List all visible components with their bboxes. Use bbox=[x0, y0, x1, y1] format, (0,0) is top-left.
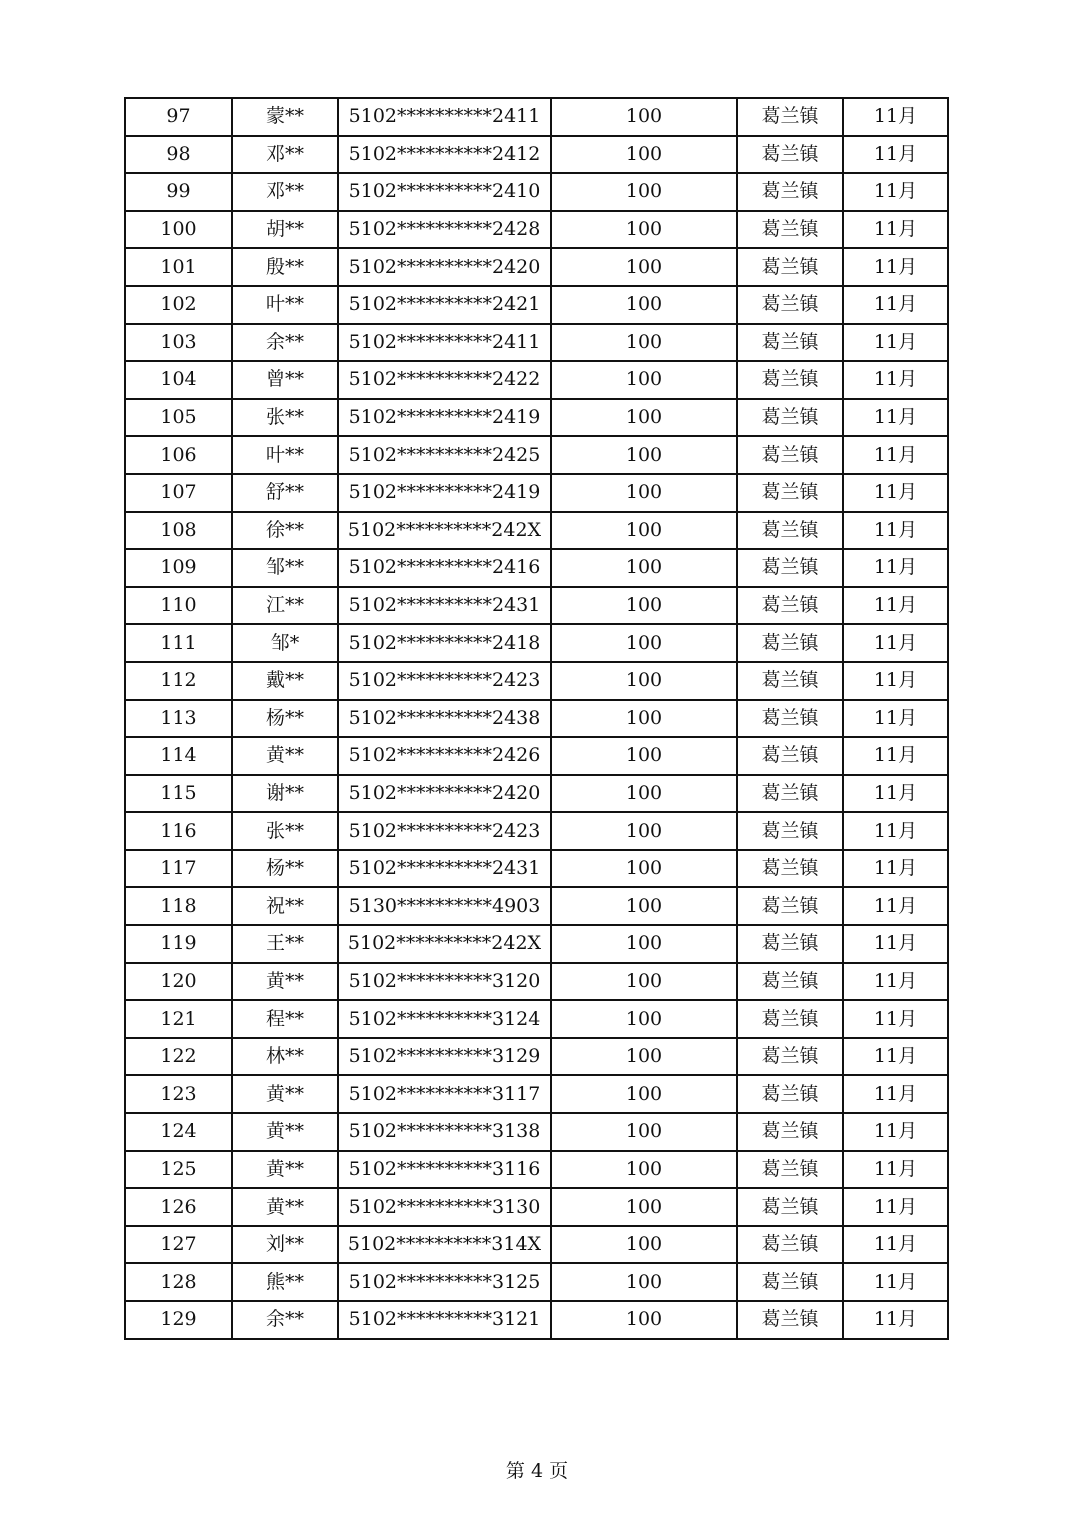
table-row bbox=[125, 1038, 948, 1076]
table-row bbox=[125, 136, 948, 174]
row-index-cell: 102 bbox=[125, 286, 232, 324]
table-row bbox=[125, 887, 948, 925]
id-number-cell: 5102**********2425 bbox=[338, 436, 551, 474]
town-cell: 葛兰镇 bbox=[737, 925, 843, 963]
person-name-cell: 余** bbox=[232, 1301, 338, 1339]
person-name-cell: 黄** bbox=[232, 737, 338, 775]
id-number-cell: 5102**********3125 bbox=[338, 1263, 551, 1301]
table-row bbox=[125, 850, 948, 888]
amount-cell: 100 bbox=[551, 887, 737, 925]
id-number-cell: 5102**********2410 bbox=[338, 173, 551, 211]
amount-cell: 100 bbox=[551, 512, 737, 550]
id-number-cell: 5102**********3121 bbox=[338, 1301, 551, 1339]
amount-cell: 100 bbox=[551, 1075, 737, 1113]
person-name-cell: 熊** bbox=[232, 1263, 338, 1301]
person-name-cell: 叶** bbox=[232, 286, 338, 324]
town-cell: 葛兰镇 bbox=[737, 1301, 843, 1339]
row-index-cell: 122 bbox=[125, 1038, 232, 1076]
page-number: 第 4 页 bbox=[505, 1460, 569, 1482]
person-name-cell: 叶** bbox=[232, 436, 338, 474]
row-index-cell: 113 bbox=[125, 700, 232, 738]
id-number-cell: 5102**********2422 bbox=[338, 361, 551, 399]
person-name-cell: 邹* bbox=[232, 624, 338, 662]
table-row bbox=[125, 286, 948, 324]
month-cell: 11月 bbox=[843, 963, 948, 1001]
person-name-cell: 黄** bbox=[232, 1075, 338, 1113]
amount-cell: 100 bbox=[551, 98, 737, 136]
amount-cell: 100 bbox=[551, 474, 737, 512]
amount-cell: 100 bbox=[551, 587, 737, 625]
month-cell: 11月 bbox=[843, 1113, 948, 1151]
person-name-cell: 张** bbox=[232, 399, 338, 437]
id-number-cell: 5102**********3138 bbox=[338, 1113, 551, 1151]
id-number-cell: 5102**********2420 bbox=[338, 775, 551, 813]
table-row bbox=[125, 587, 948, 625]
town-cell: 葛兰镇 bbox=[737, 1075, 843, 1113]
table-row bbox=[125, 1226, 948, 1264]
amount-cell: 100 bbox=[551, 1301, 737, 1339]
amount-cell: 100 bbox=[551, 1000, 737, 1038]
town-cell: 葛兰镇 bbox=[737, 399, 843, 437]
id-number-cell: 5102**********2431 bbox=[338, 850, 551, 888]
id-number-cell: 5102**********314X bbox=[338, 1226, 551, 1264]
row-index-cell: 118 bbox=[125, 887, 232, 925]
person-name-cell: 邓** bbox=[232, 136, 338, 174]
row-index-cell: 112 bbox=[125, 662, 232, 700]
id-number-cell: 5102**********3117 bbox=[338, 1075, 551, 1113]
row-index-cell: 125 bbox=[125, 1151, 232, 1189]
town-cell: 葛兰镇 bbox=[737, 662, 843, 700]
id-number-cell: 5102**********2423 bbox=[338, 662, 551, 700]
month-cell: 11月 bbox=[843, 775, 948, 813]
month-cell: 11月 bbox=[843, 436, 948, 474]
person-name-cell: 舒** bbox=[232, 474, 338, 512]
amount-cell: 100 bbox=[551, 1188, 737, 1226]
month-cell: 11月 bbox=[843, 1038, 948, 1076]
table-row bbox=[125, 737, 948, 775]
person-name-cell: 黄** bbox=[232, 963, 338, 1001]
id-number-cell: 5102**********3124 bbox=[338, 1000, 551, 1038]
row-index-cell: 124 bbox=[125, 1113, 232, 1151]
town-cell: 葛兰镇 bbox=[737, 587, 843, 625]
id-number-cell: 5102**********3130 bbox=[338, 1188, 551, 1226]
month-cell: 11月 bbox=[843, 587, 948, 625]
id-number-cell: 5102**********2411 bbox=[338, 324, 551, 362]
id-number-cell: 5102**********2423 bbox=[338, 812, 551, 850]
row-index-cell: 111 bbox=[125, 624, 232, 662]
id-number-cell: 5102**********2416 bbox=[338, 549, 551, 587]
town-cell: 葛兰镇 bbox=[737, 211, 843, 249]
person-name-cell: 程** bbox=[232, 1000, 338, 1038]
month-cell: 11月 bbox=[843, 286, 948, 324]
person-name-cell: 张** bbox=[232, 812, 338, 850]
month-cell: 11月 bbox=[843, 1188, 948, 1226]
table-row bbox=[125, 1188, 948, 1226]
row-index-cell: 126 bbox=[125, 1188, 232, 1226]
table-row bbox=[125, 963, 948, 1001]
id-number-cell: 5102**********2428 bbox=[338, 211, 551, 249]
town-cell: 葛兰镇 bbox=[737, 286, 843, 324]
month-cell: 11月 bbox=[843, 1075, 948, 1113]
row-index-cell: 106 bbox=[125, 436, 232, 474]
amount-cell: 100 bbox=[551, 1263, 737, 1301]
amount-cell: 100 bbox=[551, 812, 737, 850]
table-row bbox=[125, 436, 948, 474]
town-cell: 葛兰镇 bbox=[737, 775, 843, 813]
table-row bbox=[125, 662, 948, 700]
row-index-cell: 107 bbox=[125, 474, 232, 512]
row-index-cell: 104 bbox=[125, 361, 232, 399]
person-name-cell: 邹** bbox=[232, 549, 338, 587]
records-table-body bbox=[125, 98, 948, 1339]
month-cell: 11月 bbox=[843, 1301, 948, 1339]
month-cell: 11月 bbox=[843, 850, 948, 888]
table-row bbox=[125, 512, 948, 550]
amount-cell: 100 bbox=[551, 624, 737, 662]
month-cell: 11月 bbox=[843, 474, 948, 512]
table-row bbox=[125, 361, 948, 399]
town-cell: 葛兰镇 bbox=[737, 98, 843, 136]
id-number-cell: 5130**********4903 bbox=[338, 887, 551, 925]
row-index-cell: 103 bbox=[125, 324, 232, 362]
table-row bbox=[125, 474, 948, 512]
person-name-cell: 殷** bbox=[232, 248, 338, 286]
town-cell: 葛兰镇 bbox=[737, 850, 843, 888]
table-row bbox=[125, 925, 948, 963]
person-name-cell: 蒙** bbox=[232, 98, 338, 136]
id-number-cell: 5102**********2421 bbox=[338, 286, 551, 324]
id-number-cell: 5102**********2438 bbox=[338, 700, 551, 738]
person-name-cell: 黄** bbox=[232, 1188, 338, 1226]
id-number-cell: 5102**********2420 bbox=[338, 248, 551, 286]
id-number-cell: 5102**********2431 bbox=[338, 587, 551, 625]
town-cell: 葛兰镇 bbox=[737, 549, 843, 587]
table-row bbox=[125, 1263, 948, 1301]
person-name-cell: 余** bbox=[232, 324, 338, 362]
person-name-cell: 胡** bbox=[232, 211, 338, 249]
table-row bbox=[125, 700, 948, 738]
table-row bbox=[125, 173, 948, 211]
row-index-cell: 99 bbox=[125, 173, 232, 211]
month-cell: 11月 bbox=[843, 248, 948, 286]
town-cell: 葛兰镇 bbox=[737, 1188, 843, 1226]
table-row bbox=[125, 399, 948, 437]
table-row bbox=[125, 775, 948, 813]
month-cell: 11月 bbox=[843, 324, 948, 362]
town-cell: 葛兰镇 bbox=[737, 1151, 843, 1189]
row-index-cell: 114 bbox=[125, 737, 232, 775]
table-row bbox=[125, 1000, 948, 1038]
town-cell: 葛兰镇 bbox=[737, 248, 843, 286]
town-cell: 葛兰镇 bbox=[737, 512, 843, 550]
id-number-cell: 5102**********242X bbox=[338, 925, 551, 963]
id-number-cell: 5102**********3120 bbox=[338, 963, 551, 1001]
id-number-cell: 5102**********2412 bbox=[338, 136, 551, 174]
records-table bbox=[124, 97, 949, 1340]
month-cell: 11月 bbox=[843, 211, 948, 249]
amount-cell: 100 bbox=[551, 549, 737, 587]
id-number-cell: 5102**********2418 bbox=[338, 624, 551, 662]
month-cell: 11月 bbox=[843, 624, 948, 662]
town-cell: 葛兰镇 bbox=[737, 324, 843, 362]
row-index-cell: 108 bbox=[125, 512, 232, 550]
month-cell: 11月 bbox=[843, 737, 948, 775]
table-row bbox=[125, 248, 948, 286]
town-cell: 葛兰镇 bbox=[737, 1263, 843, 1301]
id-number-cell: 5102**********242X bbox=[338, 512, 551, 550]
person-name-cell: 黄** bbox=[232, 1113, 338, 1151]
month-cell: 11月 bbox=[843, 361, 948, 399]
row-index-cell: 97 bbox=[125, 98, 232, 136]
month-cell: 11月 bbox=[843, 549, 948, 587]
amount-cell: 100 bbox=[551, 324, 737, 362]
town-cell: 葛兰镇 bbox=[737, 474, 843, 512]
person-name-cell: 徐** bbox=[232, 512, 338, 550]
table-row bbox=[125, 324, 948, 362]
month-cell: 11月 bbox=[843, 136, 948, 174]
id-number-cell: 5102**********2419 bbox=[338, 399, 551, 437]
id-number-cell: 5102**********3129 bbox=[338, 1038, 551, 1076]
month-cell: 11月 bbox=[843, 98, 948, 136]
person-name-cell: 江** bbox=[232, 587, 338, 625]
amount-cell: 100 bbox=[551, 136, 737, 174]
row-index-cell: 123 bbox=[125, 1075, 232, 1113]
amount-cell: 100 bbox=[551, 925, 737, 963]
row-index-cell: 101 bbox=[125, 248, 232, 286]
row-index-cell: 120 bbox=[125, 963, 232, 1001]
amount-cell: 100 bbox=[551, 248, 737, 286]
town-cell: 葛兰镇 bbox=[737, 1113, 843, 1151]
amount-cell: 100 bbox=[551, 850, 737, 888]
month-cell: 11月 bbox=[843, 1151, 948, 1189]
person-name-cell: 邓** bbox=[232, 173, 338, 211]
row-index-cell: 116 bbox=[125, 812, 232, 850]
town-cell: 葛兰镇 bbox=[737, 361, 843, 399]
amount-cell: 100 bbox=[551, 737, 737, 775]
amount-cell: 100 bbox=[551, 286, 737, 324]
town-cell: 葛兰镇 bbox=[737, 887, 843, 925]
id-number-cell: 5102**********2426 bbox=[338, 737, 551, 775]
row-index-cell: 117 bbox=[125, 850, 232, 888]
town-cell: 葛兰镇 bbox=[737, 1000, 843, 1038]
town-cell: 葛兰镇 bbox=[737, 136, 843, 174]
town-cell: 葛兰镇 bbox=[737, 737, 843, 775]
month-cell: 11月 bbox=[843, 1000, 948, 1038]
month-cell: 11月 bbox=[843, 662, 948, 700]
amount-cell: 100 bbox=[551, 399, 737, 437]
month-cell: 11月 bbox=[843, 399, 948, 437]
town-cell: 葛兰镇 bbox=[737, 624, 843, 662]
amount-cell: 100 bbox=[551, 173, 737, 211]
row-index-cell: 121 bbox=[125, 1000, 232, 1038]
amount-cell: 100 bbox=[551, 662, 737, 700]
amount-cell: 100 bbox=[551, 775, 737, 813]
row-index-cell: 98 bbox=[125, 136, 232, 174]
person-name-cell: 王** bbox=[232, 925, 338, 963]
person-name-cell: 谢** bbox=[232, 775, 338, 813]
month-cell: 11月 bbox=[843, 512, 948, 550]
town-cell: 葛兰镇 bbox=[737, 1226, 843, 1264]
town-cell: 葛兰镇 bbox=[737, 436, 843, 474]
person-name-cell: 戴** bbox=[232, 662, 338, 700]
amount-cell: 100 bbox=[551, 211, 737, 249]
amount-cell: 100 bbox=[551, 361, 737, 399]
amount-cell: 100 bbox=[551, 700, 737, 738]
table-row bbox=[125, 98, 948, 136]
amount-cell: 100 bbox=[551, 1113, 737, 1151]
row-index-cell: 105 bbox=[125, 399, 232, 437]
id-number-cell: 5102**********2419 bbox=[338, 474, 551, 512]
amount-cell: 100 bbox=[551, 436, 737, 474]
town-cell: 葛兰镇 bbox=[737, 700, 843, 738]
id-number-cell: 5102**********2411 bbox=[338, 98, 551, 136]
person-name-cell: 林** bbox=[232, 1038, 338, 1076]
table-row bbox=[125, 624, 948, 662]
month-cell: 11月 bbox=[843, 1226, 948, 1264]
row-index-cell: 109 bbox=[125, 549, 232, 587]
amount-cell: 100 bbox=[551, 963, 737, 1001]
row-index-cell: 110 bbox=[125, 587, 232, 625]
person-name-cell: 祝** bbox=[232, 887, 338, 925]
table-row bbox=[125, 1151, 948, 1189]
row-index-cell: 128 bbox=[125, 1263, 232, 1301]
town-cell: 葛兰镇 bbox=[737, 812, 843, 850]
person-name-cell: 杨** bbox=[232, 700, 338, 738]
person-name-cell: 曾** bbox=[232, 361, 338, 399]
town-cell: 葛兰镇 bbox=[737, 173, 843, 211]
month-cell: 11月 bbox=[843, 173, 948, 211]
person-name-cell: 杨** bbox=[232, 850, 338, 888]
row-index-cell: 119 bbox=[125, 925, 232, 963]
amount-cell: 100 bbox=[551, 1038, 737, 1076]
row-index-cell: 115 bbox=[125, 775, 232, 813]
row-index-cell: 129 bbox=[125, 1301, 232, 1339]
table-row bbox=[125, 812, 948, 850]
amount-cell: 100 bbox=[551, 1151, 737, 1189]
table-row bbox=[125, 1075, 948, 1113]
month-cell: 11月 bbox=[843, 700, 948, 738]
row-index-cell: 127 bbox=[125, 1226, 232, 1264]
id-number-cell: 5102**********3116 bbox=[338, 1151, 551, 1189]
month-cell: 11月 bbox=[843, 812, 948, 850]
table-row bbox=[125, 211, 948, 249]
month-cell: 11月 bbox=[843, 1263, 948, 1301]
amount-cell: 100 bbox=[551, 1226, 737, 1264]
row-index-cell: 100 bbox=[125, 211, 232, 249]
table-row bbox=[125, 1301, 948, 1339]
table-row bbox=[125, 1113, 948, 1151]
person-name-cell: 黄** bbox=[232, 1151, 338, 1189]
town-cell: 葛兰镇 bbox=[737, 963, 843, 1001]
town-cell: 葛兰镇 bbox=[737, 1038, 843, 1076]
person-name-cell: 刘** bbox=[232, 1226, 338, 1264]
month-cell: 11月 bbox=[843, 887, 948, 925]
table-row bbox=[125, 549, 948, 587]
month-cell: 11月 bbox=[843, 925, 948, 963]
